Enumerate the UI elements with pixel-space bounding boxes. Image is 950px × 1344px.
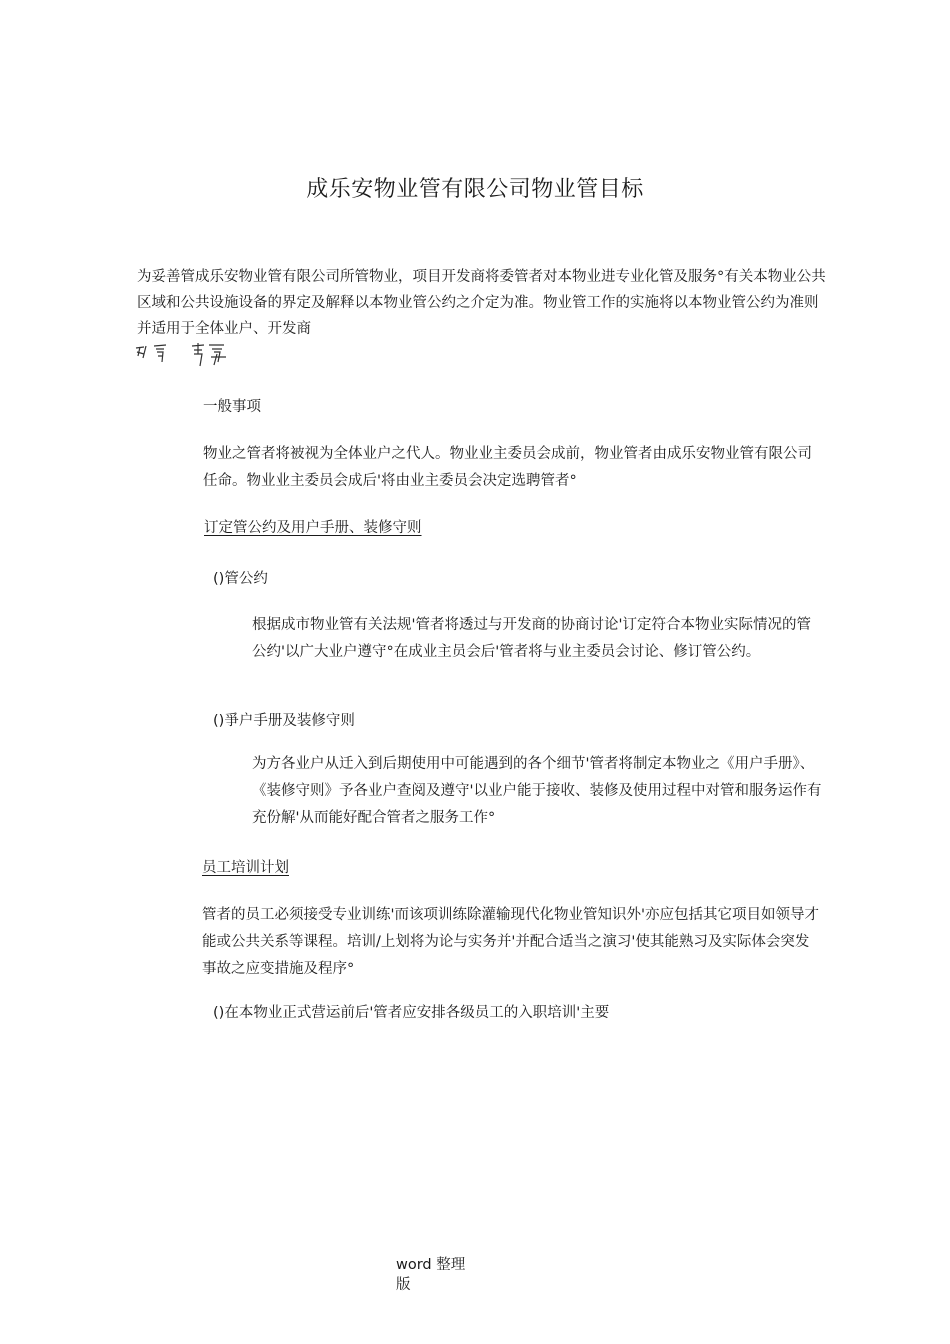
sub1-text: 根据成市物业管有关法规'管者将透过与开发商的协商讨论'订定符合本物业实际情况的管公约'以广大业户遵守°在成业主员会后'管者将与业主委员会讨论、修订管公约。 <box>252 617 811 660</box>
rules-heading: 订定管公约及用户手册、装修守则 <box>204 520 422 536</box>
training-sub-heading: ()在本物业正式营运前后'管者应安排各级员工的入职培训'主要 <box>213 1005 610 1021</box>
training-text: 管者的员工必须接受专业训练'而该项训练除灌输现代化物业管知识外'亦应包括其它项目如领导才能或公共关系等课程。培训/上划将为论与实务并'并配合适当之演习'使其能熟习及实际体会突发事故之应变措施及程序° <box>202 907 819 977</box>
training-heading: 员工培训计划 <box>202 860 289 876</box>
sub2-text: 为方各业户从迁入到后期使用中可能遇到的各个细节'管者将制定本物业之《用户手册》、《装修守则》予各业户查阅及遵守'以业户能于接收、装修及使用过程中对管和服务运作有充份解'从而能好配合管者之服务工作° <box>252 756 822 826</box>
general-text: 物业之管者将被视为全体业户之代人。物业业主委员会成前，物业管者由成乐安物业管有限公司任命。物业业主委员会成后'将由业主委员会决定选聘管者° <box>203 446 812 489</box>
page-title: 成乐安物业管有限公司物业管目标 <box>306 177 644 202</box>
general-heading: 一般事项 <box>203 399 261 415</box>
page-footer: word 整理版 <box>396 1257 466 1293</box>
sub2-heading: ()爭户手册及装修守则 <box>213 713 355 729</box>
intro-paragraph: 为妥善管成乐安物业管有限公司所管物业，项目开发商将委管者对本物业进专业化管及服务°有关本物业公共区域和公共设施设备的界定及解释以本物业管公约之介定为准。物业管工作的实施将以本物业管公约为准则并适用于全体业户、开发商 <box>137 269 826 337</box>
sub1-heading: ()管公约 <box>213 571 268 587</box>
handwritten-mark <box>134 340 244 370</box>
